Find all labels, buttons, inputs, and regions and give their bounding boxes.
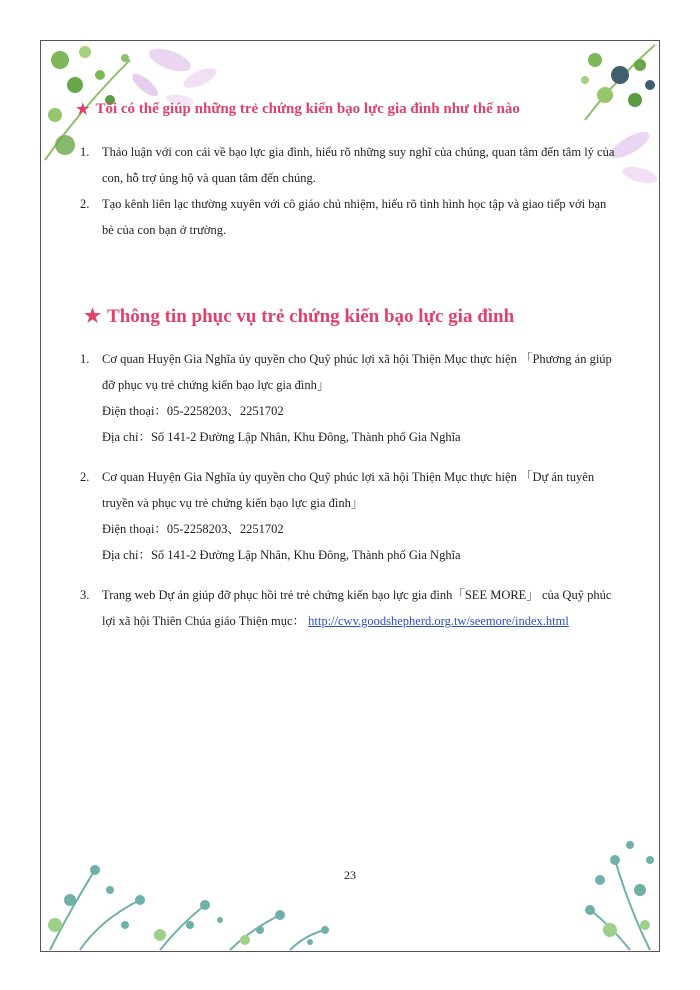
- list-number: 3.: [80, 588, 90, 602]
- list-text: truyền và phục vụ trẻ chứng kiến bạo lực gia đình」: [102, 496, 364, 510]
- section-heading-text: Thông tin phục vụ trẻ chứng kiến bạo lực gia đình: [107, 305, 515, 327]
- star-icon: ★: [84, 306, 102, 327]
- list-text: bè của con bạn ở trường.: [102, 223, 227, 237]
- address: Địa chỉ：Số 141-2 Đường Lập Nhân, Khu Đông, Thành phố Gia Nghĩa: [102, 430, 461, 444]
- seemore-link[interactable]: http://cwv.goodshepherd.org.tw/seemore/index.html: [308, 614, 569, 628]
- page-number: 23: [344, 868, 356, 882]
- floral-decoration-bottom-right: [570, 830, 660, 952]
- floral-decoration-bottom-left: [40, 830, 340, 952]
- list-text: Cơ quan Huyện Gia Nghĩa ủy quyền cho Quỹ phúc lợi xã hội Thiện Mục thực hiện 「Phương án giúp: [102, 352, 612, 366]
- main-content: [76, 100, 645, 634]
- section-heading-services: [84, 305, 645, 328]
- section-heading-help: [76, 100, 645, 119]
- list-text: Thảo luận với con cái về bạo lực gia đình, hiểu rõ những suy nghĩ của chúng, quan tâm đến tâm lý của: [102, 145, 615, 159]
- list-text: Tạo kênh liên lạc thường xuyên với cô giáo chủ nhiệm, hiểu rõ tình hình học tập và giao tiếp với bạn: [102, 197, 607, 211]
- list-text: con, hỗ trợ ủng hộ và quan tâm đến chúng.: [102, 171, 316, 185]
- services-list: [80, 346, 645, 634]
- list-item: [80, 139, 645, 191]
- list-item: [80, 191, 645, 243]
- address: Địa chỉ：Số 141-2 Đường Lập Nhân, Khu Đông, Thành phố Gia Nghĩa: [102, 548, 461, 562]
- list-number: 1.: [80, 145, 90, 159]
- list-item: [80, 464, 645, 568]
- star-icon: ★: [76, 102, 90, 118]
- list-text: Trang web Dự án giúp đỡ phục hồi trẻ trẻ chứng kiến bạo lực gia đình「SEE MORE」 của Quỹ phúc: [102, 588, 612, 602]
- list-item: [80, 346, 645, 450]
- help-list: [80, 139, 645, 243]
- list-item: [80, 582, 645, 634]
- list-number: 1.: [80, 352, 90, 366]
- list-text: Cơ quan Huyện Gia Nghĩa ủy quyền cho Quỹ phúc lợi xã hội Thiện Mục thực hiện 「Dự án tuyên: [102, 470, 595, 484]
- phone-number: Điện thoại：05-2258203、2251702: [102, 522, 284, 536]
- list-number: 2.: [80, 470, 90, 484]
- section-heading-text: Tôi có thể giúp những trẻ chứng kiến bạo lực gia đình như thế nào: [95, 101, 520, 117]
- list-text: lợi xã hội Thiên Chúa giáo Thiện mục：: [102, 614, 305, 628]
- list-text: đỡ phục vụ trẻ chứng kiến bạo lực gia đình」: [102, 378, 330, 392]
- list-number: 2.: [80, 197, 90, 211]
- phone-number: Điện thoại：05-2258203、2251702: [102, 404, 284, 418]
